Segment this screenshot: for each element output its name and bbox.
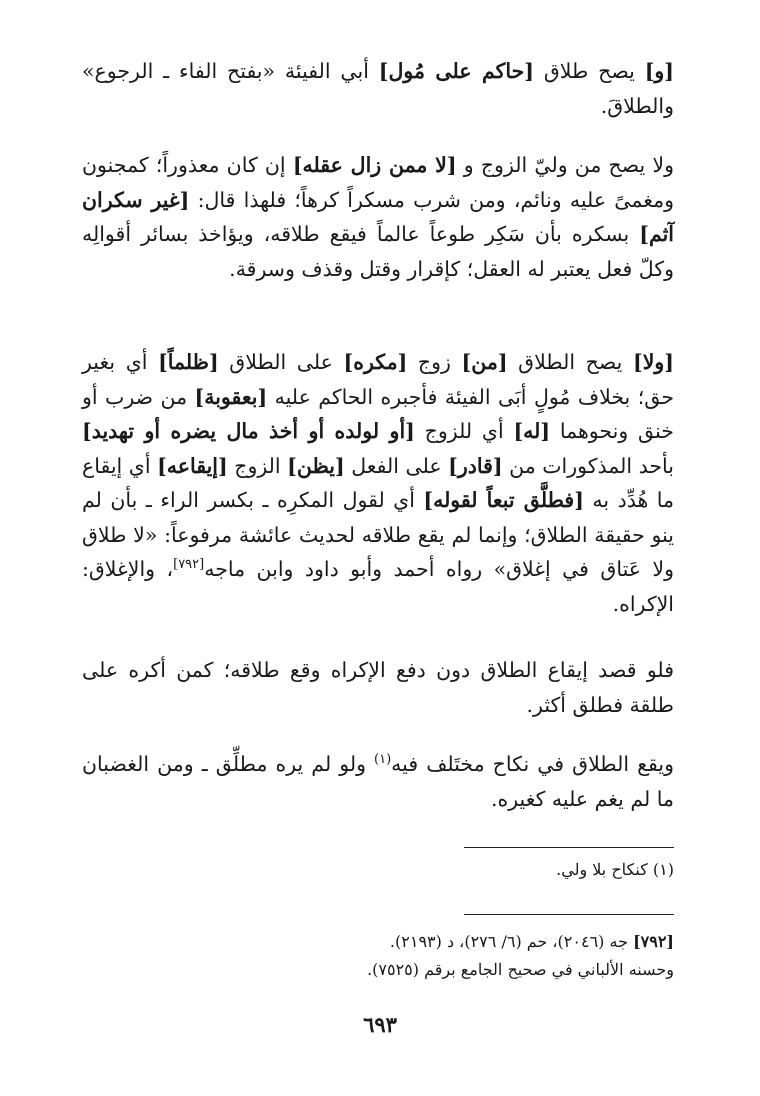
takhrij-line-2: وحسنه الألباني في صحيح الجامع برقم (٧٥٢٥). bbox=[367, 960, 674, 979]
bold-matn-text: [يظن] bbox=[287, 453, 345, 478]
sharh-text: الزوج bbox=[227, 453, 288, 478]
bold-matn-text: [فطلَّق تبعاً لقوله] bbox=[423, 488, 584, 512]
bold-matn-text: [إيقاعه] bbox=[157, 453, 228, 478]
sharh-text: من ضرب أو خنق ونحوهما bbox=[82, 384, 674, 443]
bold-matn-text: [غير سكران آثم] bbox=[82, 187, 674, 246]
bold-matn-text: [من] bbox=[461, 350, 508, 374]
sharh-text: أي إيقاع ما هُدِّد به bbox=[82, 453, 674, 512]
paragraph-5 bbox=[82, 747, 674, 816]
sharh-text: على الفعل bbox=[344, 453, 449, 478]
paragraph-3 bbox=[82, 345, 674, 621]
sharh-text: ، والإغلاق: الإكراه. bbox=[82, 557, 674, 616]
footnote: (١) كنكاح بلا ولي. bbox=[556, 860, 674, 879]
bold-matn-text: [لا ممن زال عقله] bbox=[292, 153, 457, 177]
page-number: ٦٩٣ bbox=[363, 1012, 397, 1037]
sharh-text: أي للزوج bbox=[414, 419, 514, 443]
sharh-text: ويقع الطلاق في نكاح مختَلف فيه bbox=[391, 752, 674, 776]
paragraph-2 bbox=[82, 148, 674, 286]
bold-matn-text: [حاكم على مُول] bbox=[378, 59, 534, 83]
sharh-text: فلو قصد إيقاع الطلاق دون دفع الإكراه وقع طلاقه؛ كمن أكره على طلقة فطلق أكثر. bbox=[82, 658, 674, 717]
sharh-text: زوج bbox=[407, 350, 462, 374]
bold-matn-text: [قادر] bbox=[448, 453, 503, 478]
footnote-separator bbox=[464, 847, 674, 848]
sharh-text: أي بغير حق؛ بخلاف مُولٍ أبَى الفيئة فأجبره الحاكم عليه bbox=[82, 350, 674, 409]
sharh-text: بسكره بأن سَكِر طوعاً عالماً فيقع طلاقه، ويؤاخذ بسائر أقوالِه وكلّ فعل يعتبر له العقل؛ كإقرار وقتل وقذف وسرقة. bbox=[82, 222, 674, 281]
takhrij-separator bbox=[464, 914, 674, 915]
takhrij-sources: جه (٢٠٤٦)، حم (٦/ ٢٧٦)، د (٢١٩٣). bbox=[389, 932, 634, 951]
bold-matn-text: [مكره] bbox=[343, 350, 408, 374]
sharh-text: أي لقول المكرِه ـ بكسر الراء ـ بأن لم ينو حقيقة الطلاق؛ وإنما لم يقع طلاقه لحديث عائشة مرفوعاً: «لا طلاق ولا عَتاق في إغلاق» رواه أحمد وأبو داود وابن ماجه bbox=[82, 488, 675, 581]
bold-matn-text: [أو لولده أو أخذ مال يضره أو تهديد] bbox=[82, 419, 415, 443]
takhrij-ref: [٧٩٢] bbox=[633, 932, 674, 951]
sharh-text: يصح طلاق bbox=[533, 59, 645, 83]
paragraph-1 bbox=[82, 54, 674, 123]
bold-matn-text: [و] bbox=[644, 59, 674, 83]
sharh-text: أبي الفيئة «بفتح الفاء ـ الرجوع» والطلاقَ. bbox=[82, 59, 674, 118]
sharh-text: ولا يصح من وليّ الزوج و bbox=[456, 153, 674, 177]
sharh-text: بأحد المذكورات من bbox=[502, 453, 674, 478]
bold-matn-text: [ولا] bbox=[633, 350, 674, 374]
footnote-ref: [٧٩٢] bbox=[173, 557, 205, 573]
bold-matn-text: [ظلماً] bbox=[158, 350, 219, 374]
bold-matn-text: [بعقوبة] bbox=[194, 384, 268, 409]
sharh-text: ولو لم يره مطلِّق ـ ومن الغضبان ما لم يغم عليه كغيره. bbox=[82, 752, 674, 811]
paragraph-4 bbox=[82, 653, 674, 722]
bold-matn-text: [له] bbox=[513, 419, 551, 443]
sharh-text: يصح الطلاق bbox=[507, 350, 633, 374]
sharh-text: على الطلاق bbox=[218, 350, 344, 374]
takhrij-line-1 bbox=[82, 928, 674, 956]
footnote-ref: (١) bbox=[374, 752, 392, 768]
sharh-text: إن كان معذوراً؛ كمجنون ومغمىً عليه ونائم، ومن شرب مسكراً كرهاً؛ فلهذا قال: bbox=[82, 153, 675, 212]
